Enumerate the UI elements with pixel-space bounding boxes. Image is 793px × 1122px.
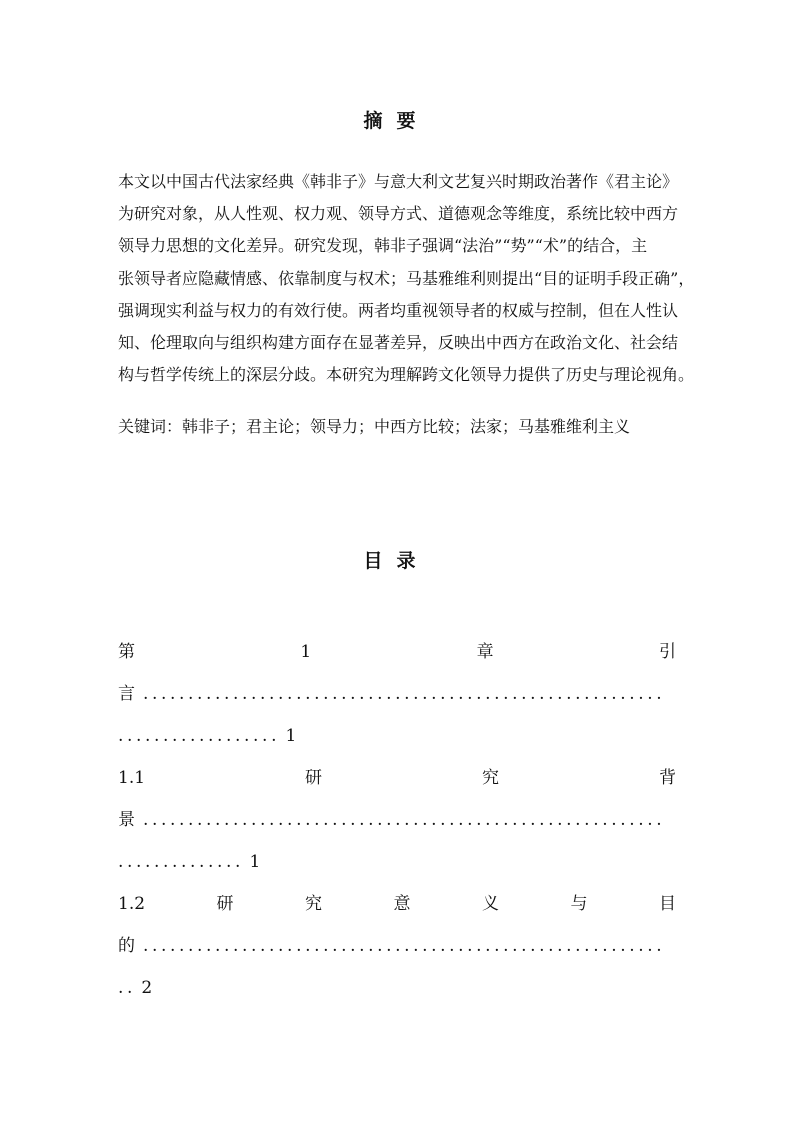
abstract-line: 知、伦理取向与组织构建方面存在显著差异，反映出中西方在政治文化、社会结: [118, 333, 679, 353]
toc-leader-line: [118, 806, 676, 848]
toc-entry-heading: [118, 890, 676, 932]
toc-heading-last-char: 景: [118, 810, 135, 830]
toc-entry[interactable]: [118, 638, 676, 764]
toc-heading-part: 与: [570, 894, 588, 914]
toc-heading-part: 章: [476, 642, 494, 662]
abstract-line: 张领导者应隐藏情感、依靠制度与权术；马基雅维利则提出“目的证明手段正确”，: [118, 268, 695, 288]
toc-heading-part: 目: [658, 894, 676, 914]
toc-heading-part: 1.2: [118, 894, 146, 914]
toc-page-number: 1: [249, 852, 261, 872]
toc-dot-leader-tail: ..: [118, 978, 137, 998]
toc-heading-part: 引: [659, 642, 676, 662]
toc-entry[interactable]: [118, 890, 676, 1016]
abstract-line: 领导力思想的文化差异。研究发现，韩非子强调“法治”“势”“术”的结合，主: [118, 236, 648, 256]
toc-heading-part: 1: [300, 642, 312, 662]
toc-heading-part: 究: [482, 768, 500, 788]
abstract-line: 本文以中国古代法家经典《韩非子》与意大利文艺复兴时期政治著作《君主论》: [118, 172, 679, 191]
toc-heading-part: 研: [305, 768, 323, 788]
abstract-line: 强调现实利益与权力的有效行使。两者均重视领导者的权威与控制，但在人性认: [118, 300, 679, 320]
toc-heading-part: 1.1: [118, 768, 146, 788]
toc-page-line: [118, 722, 676, 764]
toc-heading-part: 研: [216, 894, 234, 914]
abstract-body: [118, 166, 695, 391]
toc-leader-line: [118, 932, 676, 974]
toc-heading-part: 究: [305, 894, 323, 914]
toc-entry-heading: [118, 638, 676, 680]
toc-heading-part: 义: [481, 894, 499, 914]
toc-title: 目录: [363, 550, 430, 572]
keywords: 关键词：韩非子；君主论；领导力；中西方比较；法家；马基雅维利主义: [118, 417, 631, 436]
toc-heading-part: 背: [659, 768, 676, 788]
toc-entry[interactable]: [118, 764, 676, 890]
toc-heading-last-char: 的: [118, 936, 135, 956]
abstract-line: 构与哲学传统上的深层分歧。本研究为理解跨文化领导力提供了历史与理论视角。: [118, 365, 695, 385]
toc-dot-leader-tail: ..............: [118, 852, 245, 872]
abstract-title: 摘要: [363, 110, 430, 132]
toc-dot-leader: ..........................................................: [143, 936, 666, 956]
toc-page-line: [118, 848, 676, 890]
toc-heading-part: 意: [393, 894, 411, 914]
toc-page-number: 1: [285, 726, 297, 746]
toc-heading-part: 第: [118, 642, 135, 662]
toc-dot-leader-tail: ..................: [118, 726, 281, 746]
toc-leader-line: [118, 680, 676, 722]
toc-heading-last-char: 言: [118, 684, 135, 704]
toc-entry-heading: [118, 764, 676, 806]
toc-dot-leader: ..........................................................: [143, 810, 666, 830]
toc-page-line: [118, 974, 676, 1016]
toc-page-number: 2: [141, 978, 153, 998]
toc-dot-leader: ..........................................................: [143, 684, 666, 704]
table-of-contents: [118, 638, 676, 1016]
abstract-line: 为研究对象，从人性观、权力观、领导方式、道德观念等维度，系统比较中西方: [118, 204, 679, 224]
